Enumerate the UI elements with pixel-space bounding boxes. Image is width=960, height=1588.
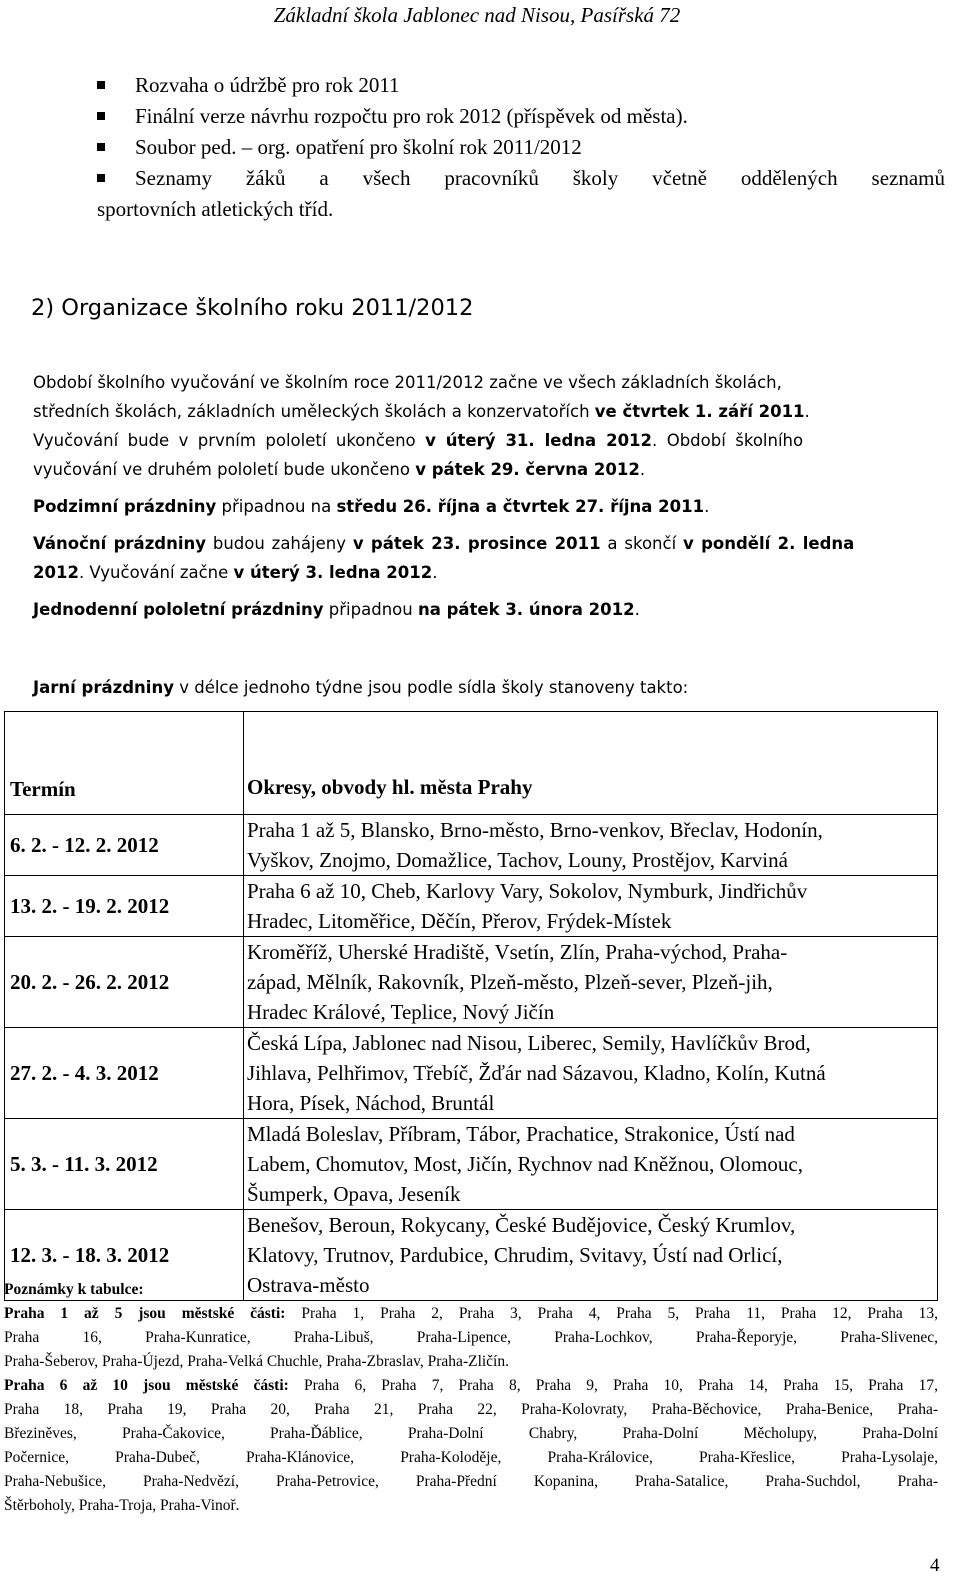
square-bullet-icon	[97, 81, 105, 89]
page-header: Základní škola Jablonec nad Nisou, Pasířská 72	[273, 3, 681, 27]
paragraph-line: středních školách, základních uměleckých školách a konzervatořích ve čtvrtek 1. září 2011.	[33, 402, 810, 421]
notes-line: Praha 6 až 10 jsou městské části: Praha 6, Praha 7, Praha 8, Praha 9, Praha 10, Praha 14, Praha 15, Praha 17,	[4, 1377, 938, 1394]
term-cell: 12. 3. - 18. 3. 2012	[5, 1210, 244, 1301]
spring-holiday-table	[4, 711, 938, 1301]
notes-line: Praha-Nebušice, Praha-Nedvězí, Praha-Petrovice, Praha-Přední Kopanina, Praha-Satalice, Praha-Suchdol, Praha-	[4, 1473, 938, 1490]
term-cell: 6. 2. - 12. 2. 2012	[5, 815, 244, 876]
table-row	[5, 815, 938, 876]
table-row	[5, 1028, 938, 1119]
paragraph-line: vyučování ve druhém pololetí bude ukončeno v pátek 29. června 2012.	[33, 460, 646, 479]
school-year-organization	[33, 368, 937, 624]
districts-cell: Kroměříž, Uherské Hradiště, Vsetín, Zlín, Praha-východ, Praha- západ, Mělník, Rakovník, Plzeň-město, Plzeň-sever, Plzeň-jih, Hradec Králové, Teplice, Nový Jičín	[244, 937, 938, 1028]
term-header: Termín	[5, 712, 244, 815]
notes-line: Praha-Šeberov, Praha-Újezd, Praha-Velká Chuchle, Praha-Zbraslav, Praha-Zličín.	[4, 1353, 509, 1370]
term-cell: 20. 2. - 26. 2. 2012	[5, 937, 244, 1028]
section-heading: 2) Organizace školního roku 2011/2012	[31, 295, 474, 321]
districts-cell: Mladá Boleslav, Příbram, Tábor, Prachatice, Strakonice, Ústí nad Labem, Chomutov, Most, Jičín, Rychnov nad Kněžnou, Olomouc, Šumperk, Opava, Jeseník	[244, 1119, 938, 1210]
notes-line: Praha 16, Praha-Kunratice, Praha-Libuš, Praha-Lipence, Praha-Lochkov, Praha-Řeporyje, Praha-Slivenec,	[4, 1329, 938, 1346]
list-item: Rozvaha o údržbě pro rok 2011	[97, 70, 945, 101]
page-number: 4	[930, 1555, 940, 1576]
notes-line: Počernice, Praha-Dubeč, Praha-Klánovice, Praha-Koloděje, Praha-Královice, Praha-Křeslice, Praha-Lysolaje,	[4, 1449, 938, 1466]
districts-cell: Praha 1 až 5, Blansko, Brno-město, Brno-venkov, Břeclav, Hodonín, Vyškov, Znojmo, Domažlice, Tachov, Louny, Prostějov, Karviná	[244, 815, 938, 876]
notes-line: Štěrboholy, Praha-Troja, Praha-Vinoř.	[4, 1497, 240, 1514]
term-cell: 5. 3. - 11. 3. 2012	[5, 1119, 244, 1210]
autumn-holiday: Podzimní prázdniny připadnou na středu 26. října a čtvrtek 27. října 2011.	[33, 497, 710, 516]
districts-header: Okresy, obvody hl. města Prahy	[244, 712, 938, 815]
midterm-holiday: Jednodenní pololetní prázdniny připadnou na pátek 3. února 2012.	[33, 600, 640, 619]
square-bullet-icon	[97, 174, 105, 182]
christmas-holiday-continued: 2012. Vyučování začne v úterý 3. ledna 2012.	[33, 563, 438, 582]
districts-cell: Benešov, Beroun, Rokycany, České Budějovice, Český Krumlov, Klatovy, Trutnov, Pardubice, Chrudim, Svitavy, Ústí nad Orlicí, Ostrava-město	[244, 1210, 938, 1301]
christmas-holiday: Vánoční prázdniny budou zahájeny v pátek 23. prosince 2011 a skončí v pondělí 2. ledna	[33, 534, 855, 553]
notes-line: Praha 1 až 5 jsou městské části: Praha 1, Praha 2, Praha 3, Praha 4, Praha 5, Praha 11, Praha 12, Praha 13,	[4, 1305, 938, 1322]
districts-cell: Česká Lípa, Jablonec nad Nisou, Liberec, Semily, Havlíčkův Brod, Jihlava, Pelhřimov, Třebíč, Žďár nad Sázavou, Kladno, Kolín, Kutná Hora, Písek, Náchod, Bruntál	[244, 1028, 938, 1119]
table-row	[5, 876, 938, 937]
paragraph-line: Vyučování bude v prvním pololetí ukončeno v úterý 31. ledna 2012. Období školního	[33, 431, 804, 450]
notes-line: Praha 18, Praha 19, Praha 20, Praha 21, Praha 22, Praha-Kolovraty, Praha-Běchovice, Praha-Benice, Praha-	[4, 1401, 938, 1418]
notes-title: Poznámky k tabulce:	[4, 1281, 144, 1298]
list-item-continuation: sportovních atletických tříd.	[97, 197, 334, 221]
table-row	[5, 1119, 938, 1210]
paragraph-line: Období školního vyučování ve školním roce 2011/2012 začne ve všech základních školách,	[33, 373, 782, 392]
term-cell: 13. 2. - 19. 2. 2012	[5, 876, 244, 937]
list-item: Soubor ped. – org. opatření pro školní rok 2011/2012	[97, 132, 945, 163]
table-notes	[4, 1278, 938, 1518]
list-item: Finální verze návrhu rozpočtu pro rok 2012 (příspěvek od města).	[97, 101, 945, 132]
list-item: Seznamy žáků a všech pracovníků školy včetně oddělených seznamů	[97, 163, 945, 194]
table-row	[5, 937, 938, 1028]
bullet-list	[97, 70, 945, 225]
term-cell: 27. 2. - 4. 3. 2012	[5, 1028, 244, 1119]
spring-holiday-intro: Jarní prázdniny v délce jednoho týdne jsou podle sídla školy stanoveny takto:	[33, 678, 689, 697]
districts-cell: Praha 6 až 10, Cheb, Karlovy Vary, Sokolov, Nymburk, Jindřichův Hradec, Litoměřice, Děčín, Přerov, Frýdek-Místek	[244, 876, 938, 937]
square-bullet-icon	[97, 112, 105, 120]
table-header-row	[5, 712, 938, 815]
notes-line: Březiněves, Praha-Čakovice, Praha-Ďáblice, Praha-Dolní Chabry, Praha-Dolní Měcholupy, Praha-Dolní	[4, 1425, 938, 1442]
square-bullet-icon	[97, 143, 105, 151]
